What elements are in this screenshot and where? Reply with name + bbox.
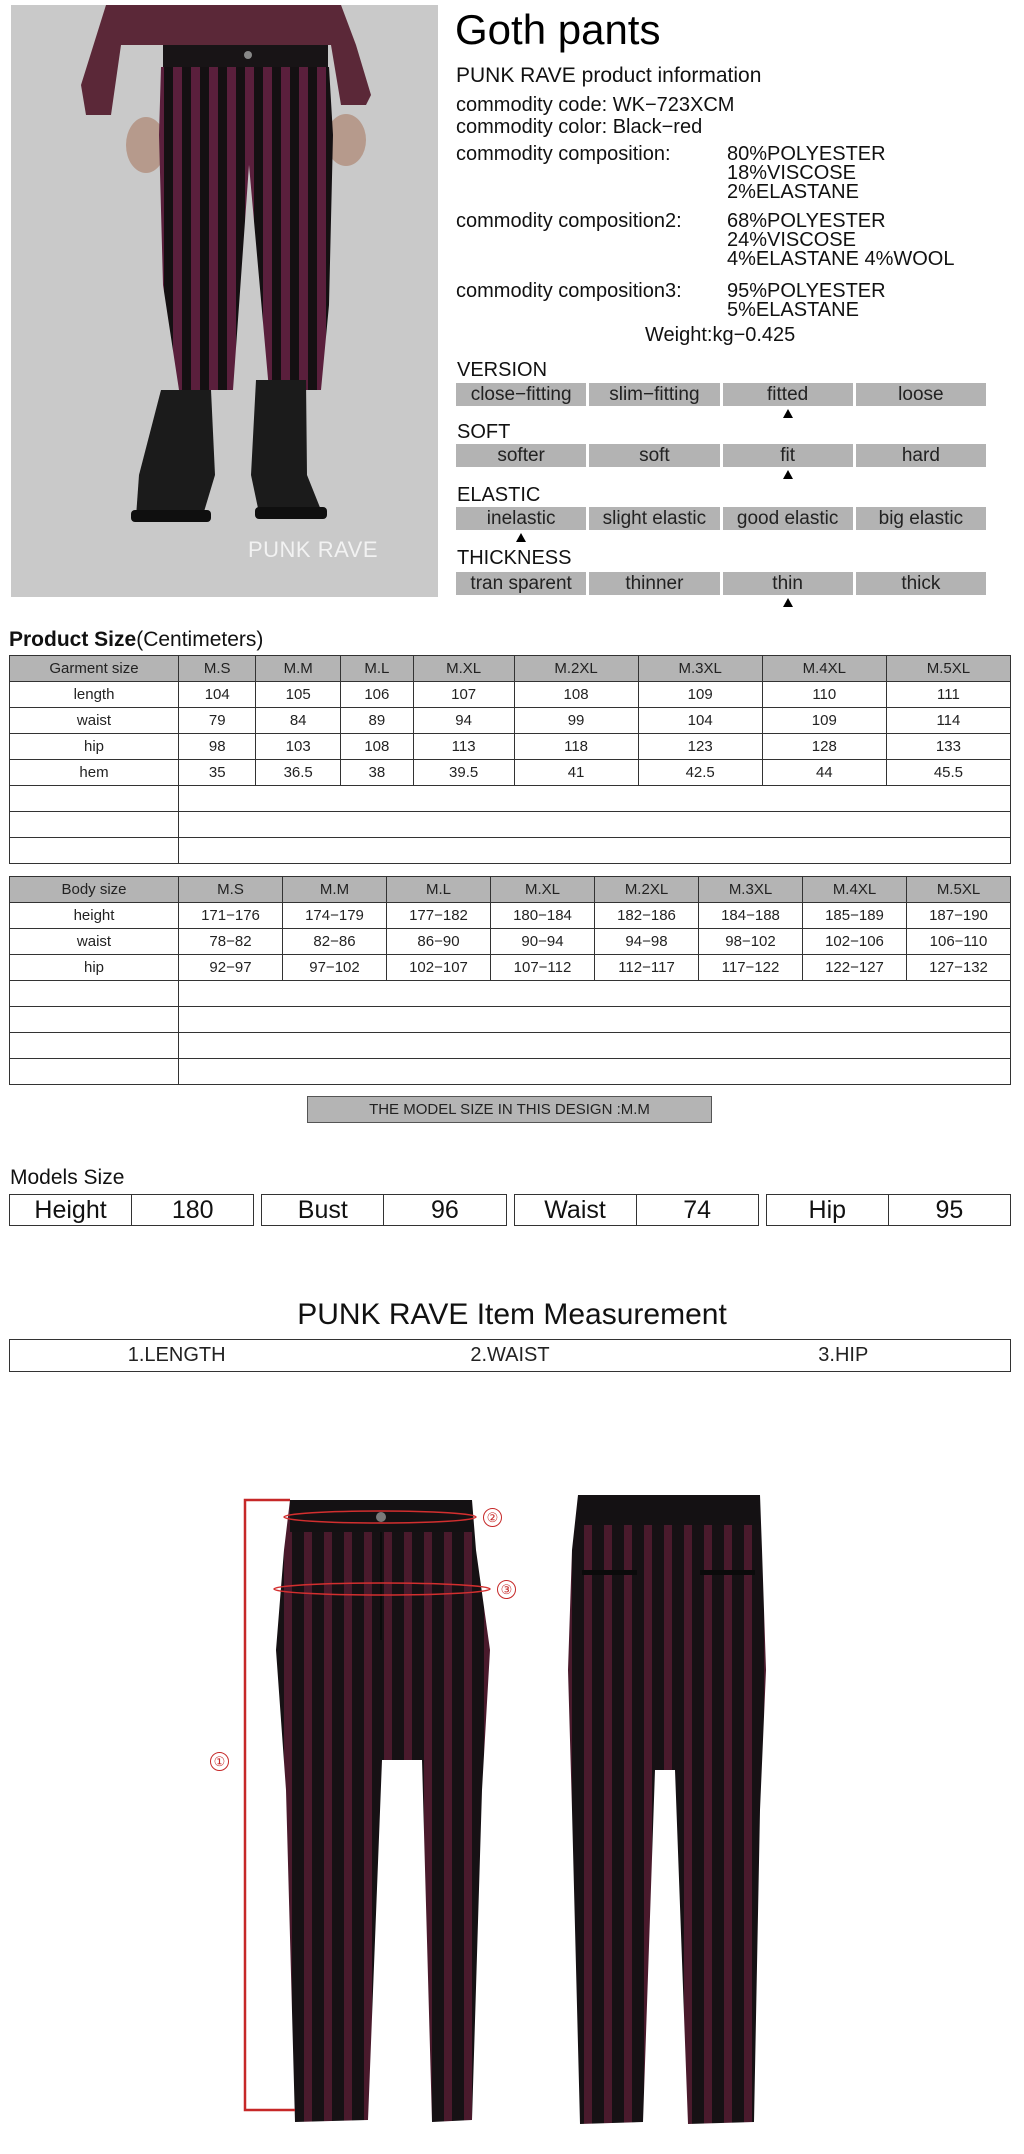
table-cell: 86−90 <box>387 929 491 955</box>
table-row-empty <box>10 1033 1011 1059</box>
table-cell-empty <box>179 1007 1011 1033</box>
table-cell: 41 <box>514 760 638 786</box>
table-header-row <box>10 656 1011 682</box>
models-size-title: Models Size <box>10 1166 125 1189</box>
table-cell-empty <box>179 812 1011 838</box>
table-row-empty <box>10 1007 1011 1033</box>
table-cell: 102−106 <box>803 929 907 955</box>
photo-watermark: PUNK RAVE <box>247 537 378 562</box>
table-header-cell: M.XL <box>413 656 514 682</box>
scale-option: thin <box>723 572 853 595</box>
table-cell: 177−182 <box>387 903 491 929</box>
table-cell: 106−110 <box>907 929 1011 955</box>
table-header-cell: M.2XL <box>595 877 699 903</box>
page-title: Goth pants <box>455 6 661 53</box>
table-row <box>10 955 1011 981</box>
table-header-row <box>10 877 1011 903</box>
table-cell-empty <box>10 1059 179 1085</box>
table-cell: 38 <box>340 760 413 786</box>
scale-option: slight elastic <box>589 507 719 530</box>
selected-marker-icon <box>783 409 793 418</box>
composition2-value-1: 68%POLYESTER <box>727 210 886 232</box>
selected-marker-icon <box>516 533 526 542</box>
table-cell: 97−102 <box>283 955 387 981</box>
table-cell: 104 <box>179 682 256 708</box>
table-cell: 109 <box>638 682 762 708</box>
table-cell-empty <box>10 1007 179 1033</box>
table-cell: 90−94 <box>491 929 595 955</box>
measurement-legend <box>9 1339 1011 1372</box>
composition-value-1: 80%POLYESTER <box>727 143 886 165</box>
table-cell: 45.5 <box>886 760 1010 786</box>
table-header-cell: M.4XL <box>803 877 907 903</box>
table-cell: 180−184 <box>491 903 595 929</box>
scale-bar-thickness <box>456 572 986 595</box>
composition2-label: commodity composition2: <box>456 210 682 232</box>
composition-value-3: 2%ELASTANE <box>727 181 859 203</box>
table-cell: 98 <box>179 734 256 760</box>
table-header-cell: M.M <box>256 656 341 682</box>
table-cell-empty <box>10 812 179 838</box>
table-cell-empty <box>10 786 179 812</box>
scale-bar-soft <box>456 444 986 467</box>
scale-option: soft <box>589 444 719 467</box>
scale-option: hard <box>856 444 986 467</box>
model-size-note: THE MODEL SIZE IN THIS DESIGN :M.M <box>307 1096 712 1123</box>
table-header-cell: M.XL <box>491 877 595 903</box>
table-cell: 109 <box>762 708 886 734</box>
models-size-row <box>9 1194 1011 1226</box>
table-cell: 94−98 <box>595 929 699 955</box>
table-cell: 122−127 <box>803 955 907 981</box>
table-header-cell: M.3XL <box>699 877 803 903</box>
table-cell-empty <box>179 981 1011 1007</box>
composition-value-2: 18%VISCOSE <box>727 162 856 184</box>
table-cell: 187−190 <box>907 903 1011 929</box>
table-cell: 94 <box>413 708 514 734</box>
table-row <box>10 708 1011 734</box>
model-measure-value: 74 <box>683 1196 712 1224</box>
table-row <box>10 760 1011 786</box>
commodity-color-value: Black−red <box>612 116 703 138</box>
model-photo-illustration <box>11 5 438 597</box>
table-row <box>10 903 1011 929</box>
table-row <box>10 682 1011 708</box>
model-measure-value: 180 <box>171 1196 214 1224</box>
marker-1-icon: ① <box>210 1752 229 1771</box>
scale-option: inelastic <box>456 507 586 530</box>
table-cell: 112−117 <box>595 955 699 981</box>
selected-marker-icon <box>783 470 793 479</box>
garment-size-table <box>9 655 1011 864</box>
table-row-empty <box>10 981 1011 1007</box>
table-cell: 184−188 <box>699 903 803 929</box>
table-row-label: height <box>10 903 179 929</box>
table-cell: 128 <box>762 734 886 760</box>
marker-3-icon: ③ <box>497 1580 516 1599</box>
table-cell: 110 <box>762 682 886 708</box>
composition3-value-2: 5%ELASTANE <box>727 299 859 321</box>
model-measure-label: Height <box>10 1195 132 1225</box>
table-row-empty <box>10 812 1011 838</box>
info-heading: PUNK RAVE product information <box>456 64 762 87</box>
measurement-item-hip: 3.HIP <box>818 1344 869 1366</box>
commodity-code-line <box>456 96 734 115</box>
table-row-label: waist <box>10 708 179 734</box>
table-cell: 79 <box>179 708 256 734</box>
product-photo <box>11 5 438 597</box>
scale-option: slim−fitting <box>589 383 719 406</box>
scale-option: fitted <box>723 383 853 406</box>
table-cell: 114 <box>886 708 1010 734</box>
model-measure-waist <box>514 1194 759 1226</box>
table-header-cell: M.5XL <box>886 656 1010 682</box>
model-measure-hip <box>766 1194 1011 1226</box>
table-cell: 84 <box>256 708 341 734</box>
scale-option: close−fitting <box>456 383 586 406</box>
measurement-item-length: 1.LENGTH <box>127 1344 226 1366</box>
table-row-empty <box>10 786 1011 812</box>
table-header-cell: Garment size <box>10 656 179 682</box>
model-measure-bust <box>261 1194 506 1226</box>
scale-option: thinner <box>589 572 719 595</box>
measurement-title: PUNK RAVE Item Measurement <box>297 1298 727 1331</box>
table-cell-empty <box>10 1033 179 1059</box>
product-size-unit: (Centimeters) <box>136 628 264 651</box>
selected-marker-icon <box>783 598 793 607</box>
table-cell: 105 <box>256 682 341 708</box>
table-cell: 107−112 <box>491 955 595 981</box>
scale-label-elastic: ELASTIC <box>457 484 541 506</box>
table-row-label: hip <box>10 734 179 760</box>
table-cell-empty <box>179 1033 1011 1059</box>
model-measure-value: 96 <box>431 1196 459 1224</box>
table-cell: 89 <box>340 708 413 734</box>
table-cell: 133 <box>886 734 1010 760</box>
weight: Weight:kg−0.425 <box>645 324 796 346</box>
scale-option: fit <box>723 444 853 467</box>
table-cell: 98−102 <box>699 929 803 955</box>
table-row-label: waist <box>10 929 179 955</box>
scale-label-soft: SOFT <box>457 421 511 443</box>
table-cell: 127−132 <box>907 955 1011 981</box>
table-header-cell: M.4XL <box>762 656 886 682</box>
scale-label-version: VERSION <box>457 359 548 381</box>
table-cell: 104 <box>638 708 762 734</box>
table-cell-empty <box>10 838 179 864</box>
composition-label: commodity composition: <box>456 143 671 165</box>
body-size-table <box>9 876 1011 1085</box>
table-cell: 182−186 <box>595 903 699 929</box>
scale-option: softer <box>456 444 586 467</box>
composition2-value-2: 24%VISCOSE <box>727 229 856 251</box>
back-view-pants <box>568 1495 766 2124</box>
table-cell: 35 <box>179 760 256 786</box>
commodity-color-label: commodity color: <box>456 116 608 138</box>
scale-bar-elastic <box>456 507 986 530</box>
table-cell: 103 <box>256 734 341 760</box>
model-measure-label: Waist <box>515 1195 637 1225</box>
table-cell: 118 <box>514 734 638 760</box>
table-cell: 106 <box>340 682 413 708</box>
composition3-value-1: 95%POLYESTER <box>727 280 886 302</box>
scale-label-thickness: THICKNESS <box>457 547 572 569</box>
measurement-item-waist: 2.WAIST <box>470 1344 550 1366</box>
scale-option: loose <box>856 383 986 406</box>
table-cell: 111 <box>886 682 1010 708</box>
model-measure-label: Hip <box>767 1195 889 1225</box>
commodity-code-value: WK−723XCM <box>612 94 735 116</box>
marker-2-icon: ② <box>483 1508 502 1527</box>
table-header-cell: M.L <box>340 656 413 682</box>
table-cell: 171−176 <box>179 903 283 929</box>
model-measure-value: 95 <box>935 1196 964 1224</box>
table-header-cell: M.3XL <box>638 656 762 682</box>
table-row-label: hem <box>10 760 179 786</box>
table-row-label: length <box>10 682 179 708</box>
table-cell: 174−179 <box>283 903 387 929</box>
table-header-cell: M.L <box>387 877 491 903</box>
table-header-cell: Body size <box>10 877 179 903</box>
product-size-heading: Product Size <box>9 628 137 651</box>
table-cell: 78−82 <box>179 929 283 955</box>
scale-option: thick <box>856 572 986 595</box>
scale-option: good elastic <box>723 507 853 530</box>
scale-bar-version <box>456 383 986 406</box>
table-cell-empty <box>179 786 1011 812</box>
table-cell: 39.5 <box>413 760 514 786</box>
table-cell: 108 <box>514 682 638 708</box>
table-cell: 44 <box>762 760 886 786</box>
table-row-empty <box>10 1059 1011 1085</box>
table-header-cell: M.2XL <box>514 656 638 682</box>
table-cell-empty <box>179 1059 1011 1085</box>
product-size-title <box>9 627 263 653</box>
table-row <box>10 734 1011 760</box>
table-row-label: hip <box>10 955 179 981</box>
table-cell: 99 <box>514 708 638 734</box>
table-header-cell: M.S <box>179 877 283 903</box>
table-row-empty <box>10 838 1011 864</box>
model-measure-label: Bust <box>262 1195 384 1225</box>
table-header-cell: M.S <box>179 656 256 682</box>
table-header-cell: M.5XL <box>907 877 1011 903</box>
table-cell-empty <box>10 981 179 1007</box>
table-cell: 102−107 <box>387 955 491 981</box>
scale-option: big elastic <box>856 507 986 530</box>
scale-option: tran sparent <box>456 572 586 595</box>
table-cell-empty <box>179 838 1011 864</box>
table-cell: 36.5 <box>256 760 341 786</box>
table-cell: 82−86 <box>283 929 387 955</box>
composition2-value-3: 4%ELASTANE 4%WOOL <box>727 248 955 270</box>
table-cell: 42.5 <box>638 760 762 786</box>
composition3-label: commodity composition3: <box>456 280 682 302</box>
table-header-cell: M.M <box>283 877 387 903</box>
table-cell: 107 <box>413 682 514 708</box>
table-cell: 92−97 <box>179 955 283 981</box>
commodity-color-line <box>456 118 702 137</box>
table-cell: 185−189 <box>803 903 907 929</box>
table-row <box>10 929 1011 955</box>
table-cell: 123 <box>638 734 762 760</box>
table-cell: 113 <box>413 734 514 760</box>
commodity-code-label: commodity code: <box>456 94 608 116</box>
model-measure-height <box>9 1194 254 1226</box>
table-cell: 117−122 <box>699 955 803 981</box>
table-cell: 108 <box>340 734 413 760</box>
